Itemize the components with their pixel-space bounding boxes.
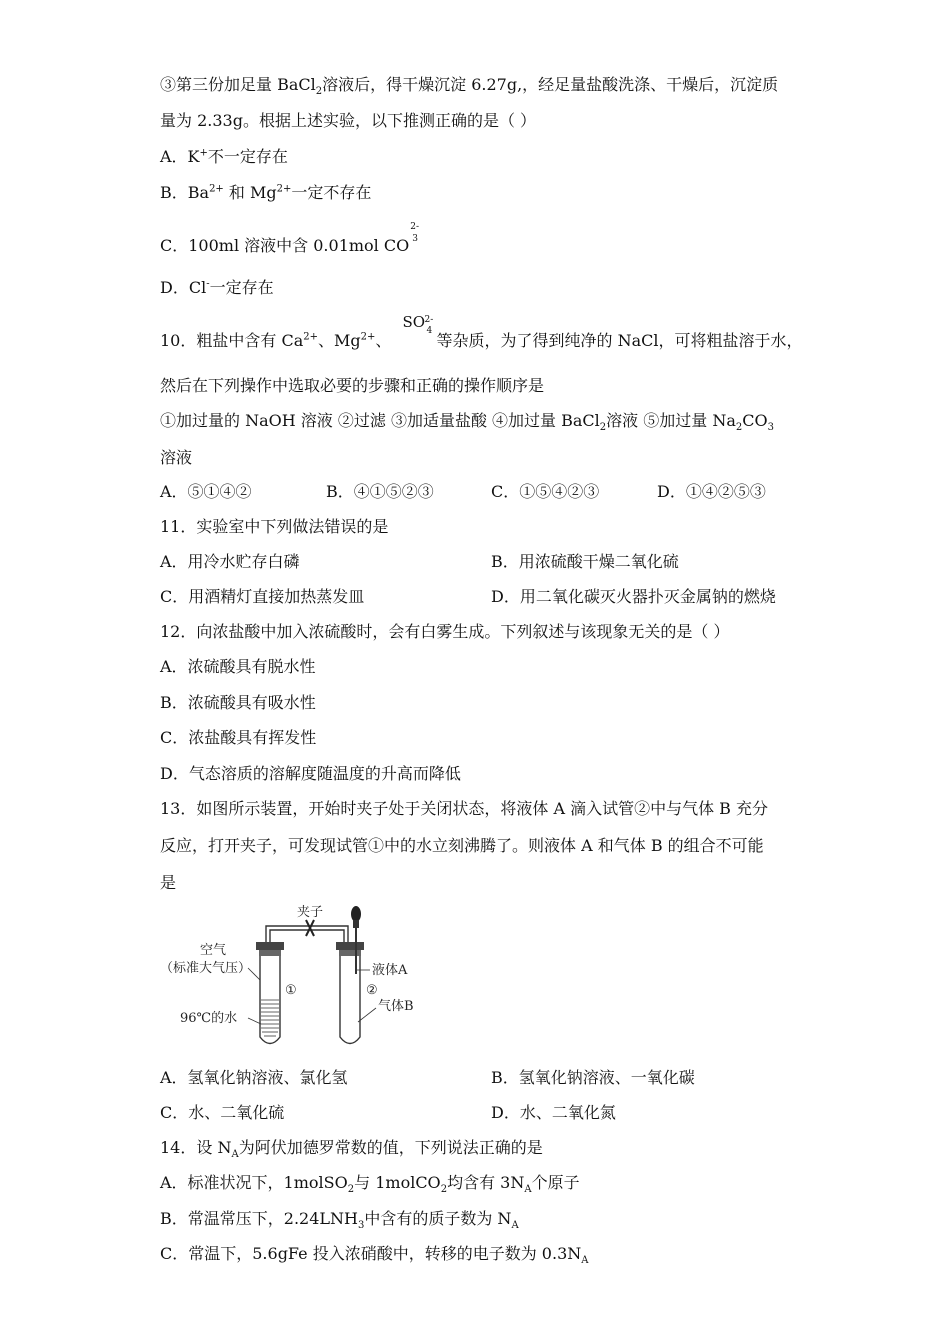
q14-stem: 14．设 $N_A$为阿伏加德罗常数的值，下列说法正确的是 — [160, 1138, 543, 1161]
q13-stem-line1: 13．如图所示装置，开始时夹子处于关闭状态，将液体 A 滴入试管②中与气体 B 充分 — [160, 799, 769, 818]
label-tube1: ① — [285, 983, 297, 998]
q10-operations-cont: 溶液 — [160, 448, 193, 467]
q14-option-c: C．常温下，5.6gFe 投入浓硝酸中，转移的电子数为 $0.3N_A$ — [160, 1244, 589, 1267]
q10-stem-line2: 然后在下列操作中选取必要的步骤和正确的操作顺序是 — [160, 376, 545, 395]
q11-stem: 11．实验室中下列做法错误的是 — [160, 517, 389, 536]
q9-option-c: C．100ml 溶液中含 0.01mol CO 2- 3 — [160, 222, 420, 255]
q9-option-d: D．Cl-一定存在 — [160, 278, 274, 297]
label-liquid-a: 液体A — [372, 963, 408, 978]
q10-option-d: D．①④②⑤③ — [657, 482, 766, 501]
q13-option-d: D．水、二氧化氮 — [491, 1103, 616, 1122]
label-air: 空气 — [200, 943, 227, 958]
q12-option-b: B．浓硫酸具有吸水性 — [160, 693, 316, 712]
q12-option-d: D．气态溶质的溶解度随温度的升高而降低 — [160, 764, 461, 783]
label-standard-pressure: （标准大气压） — [160, 961, 252, 976]
label-water-96: 96℃的水 — [180, 1011, 238, 1026]
q13-stem-line2: 反应，打开夹子，可发现试管①中的水立刻沸腾了。则液体 A 和气体 B 的组合不可能 — [160, 836, 764, 855]
q11-option-b: B．用浓硫酸干燥二氧化硫 — [491, 552, 679, 571]
q13-option-a: A．氢氧化钠溶液、氯化氢 — [160, 1068, 348, 1087]
q10-option-b: B．④①⑤②③ — [326, 482, 434, 501]
clip-icon — [306, 920, 314, 936]
q9-option-a: A．K+不一定存在 — [160, 147, 288, 166]
q12-option-a: A．浓硫酸具有脱水性 — [160, 657, 316, 676]
q11-option-a: A．用冷水贮存白磷 — [160, 552, 300, 571]
q13-option-b: B．氢氧化钠溶液、一氧化碳 — [491, 1068, 695, 1087]
q13-stem-line3: 是 — [160, 873, 177, 892]
q14-option-b: B．常温常压下，$2.24LNH_3$中含有的质子数为 $N_A$ — [160, 1209, 519, 1232]
tube2-stopper — [336, 942, 364, 950]
label-clip: 夹子 — [297, 905, 324, 920]
water-fill — [261, 1000, 279, 1036]
q13-apparatus-diagram — [160, 902, 430, 1052]
q12-option-c: C．浓盐酸具有挥发性 — [160, 728, 317, 747]
q9-line-mass: 量为 2.33g。根据上述实验，以下推测正确的是（ ） — [160, 111, 537, 130]
label-tube2: ② — [366, 983, 378, 998]
q12-stem: 12．向浓盐酸中加入浓硫酸时，会有白雾生成。下列叙述与该现象无关的是（ ） — [160, 622, 730, 641]
q10-option-a: A．⑤①④② — [160, 482, 252, 501]
q10-option-c: C．①⑤④②③ — [491, 482, 600, 501]
q13-option-c: C．水、二氧化硫 — [160, 1103, 285, 1122]
tube1-stopper — [256, 942, 284, 950]
q10-operations: ①加过量的 NaOH 溶液 ②过滤 ③加适量盐酸 ④加过量 BaCl$_2$溶液 ⑤加过量 $Na_2CO_3$ — [160, 411, 774, 434]
q14-option-a: A．标准状况下，1molSO$_2$与 1molCO$_2$均含有 $3N_A$个原子 — [160, 1173, 580, 1196]
q9-option-b: B．$Ba^{2+}$ 和 $Mg^{2+}$一定不存在 — [160, 183, 372, 202]
label-gas-b: 气体B — [378, 999, 414, 1014]
q11-option-d: D．用二氧化碳灭火器扑灭金属钠的燃烧 — [491, 587, 776, 606]
q11-option-c: C．用酒精灯直接加热蒸发皿 — [160, 587, 365, 606]
q10-stem-line1: 10．粗盐中含有 $Ca^{2+}$、$Mg^{2+}$、 SO 2- 4 等杂质，为了得到纯净的 NaCl，可将粗盐溶于水， — [160, 313, 803, 350]
q9-line-third-portion: ③第三份加足量 BaCl$_2$溶液后，得干燥沉淀 6.27g,，经足量盐酸洗涤、干燥后，沉淀质 — [160, 75, 779, 98]
